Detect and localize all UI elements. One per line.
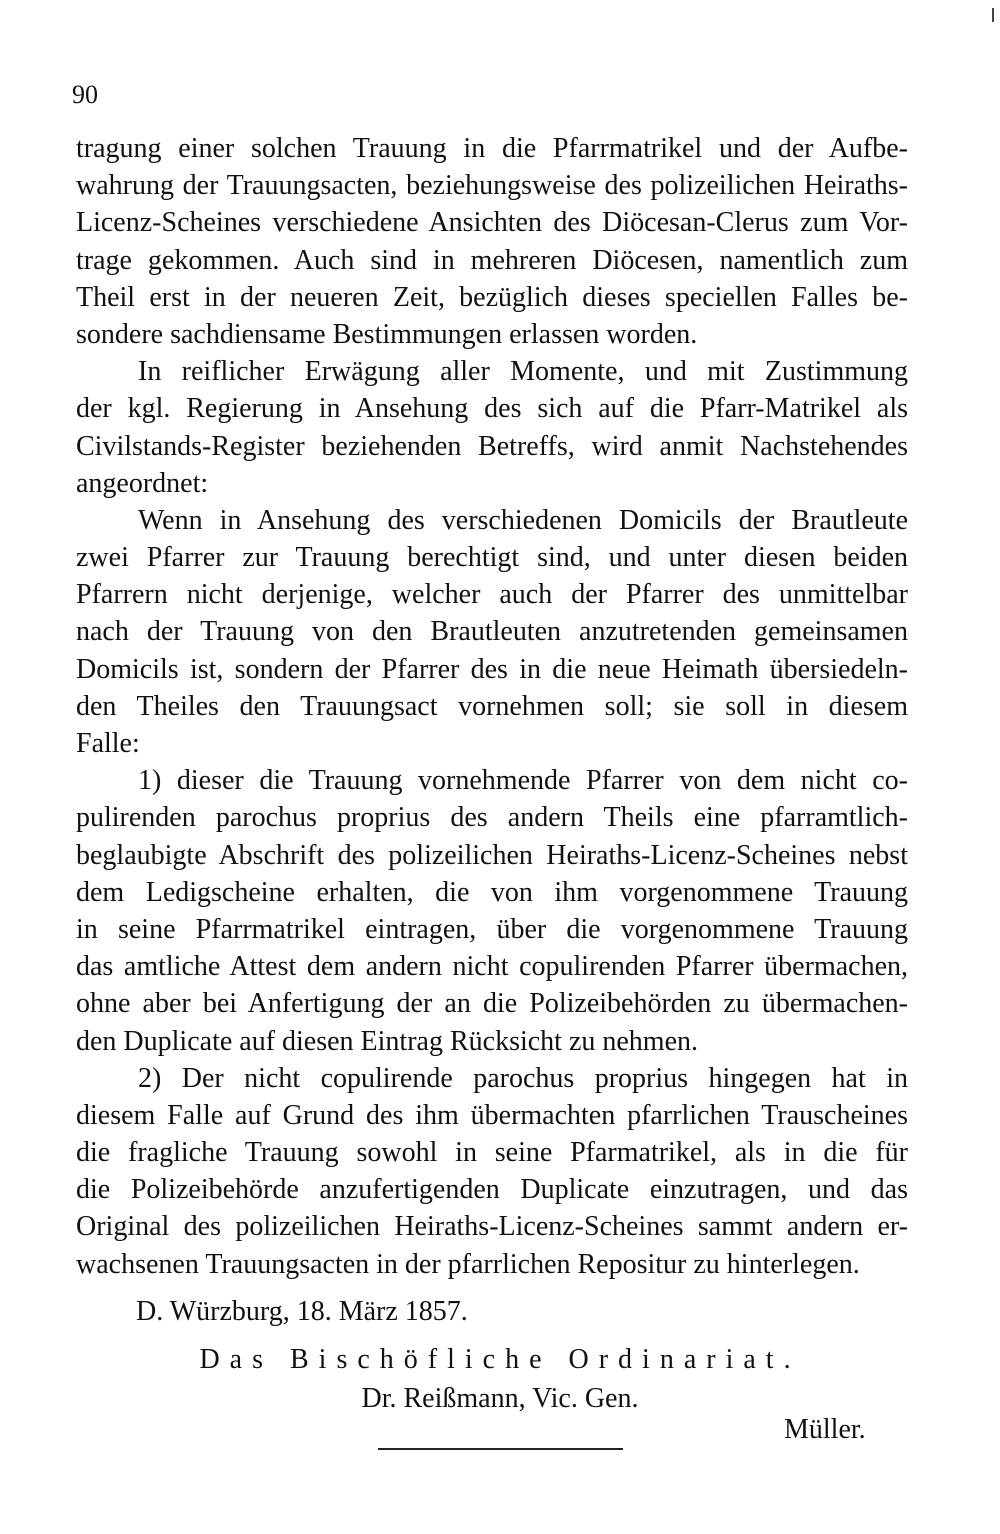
text-line: die fragliche Trauung sowohl in seine Pfarmatrikel, als in die für: [76, 1137, 908, 1169]
signatory-secretary: Müller.: [784, 1414, 866, 1445]
place-date-line: D. Würzburg, 18. März 1857.: [136, 1296, 468, 1327]
text-line: tragung einer solchen Trauung in die Pfarrmatrikel und der Aufbe-: [76, 133, 908, 164]
text-line: wahrung der Trauungsacten, beziehungsweise des polizeilichen Heiraths-: [76, 170, 908, 202]
page-number: 90: [72, 80, 98, 109]
text-line: Original des polizeilichen Heiraths-Licenz-Scheines sammt andern er-: [76, 1211, 908, 1243]
text-line: ohne aber bei Anfertigung der an die Polizeibehörden zu übermachen-: [76, 988, 908, 1020]
text-line: Falle:: [76, 728, 140, 759]
text-line: Domicils ist, sondern der Pfarrer des in die neue Heimath übersiedeln-: [76, 653, 908, 685]
closing-rule-divider: [378, 1448, 623, 1450]
paragraph: [76, 353, 908, 502]
text-line: den Duplicate auf diesen Eintrag Rücksicht zu nehmen.: [76, 1025, 699, 1057]
paragraph: [76, 762, 908, 1060]
text-line: Licenz-Scheines verschiedene Ansichten des Diöcesan-Clerus zum Vor-: [76, 207, 908, 239]
text-line: 1) dieser die Trauung vornehmende Pfarrer von dem nicht co-: [138, 765, 908, 797]
text-line: angeordnet:: [76, 467, 209, 499]
text-line: pulirenden parochus proprius des andern Theils eine pfarramtlich-: [76, 802, 908, 834]
text-line: sondere sachdiensame Bestimmungen erlassen worden.: [76, 318, 698, 350]
text-line: Civilstands-Register beziehenden Betreffs, wird anmit Nachstehendes: [76, 430, 908, 462]
issuing-authority: Das Bischöfliche Ordinariat.: [199, 1344, 801, 1375]
scan-edge-mark: [992, 8, 994, 22]
text-line: nach der Trauung von den Brautleuten anzutretenden gemeinsamen: [76, 616, 908, 648]
body-text: [76, 130, 908, 1283]
text-line: zwei Pfarrer zur Trauung berechtigt sind, und unter diesen beiden: [76, 542, 908, 574]
text-line: trage gekommen. Auch sind in mehreren Diöcesen, namentlich zum: [76, 244, 908, 276]
text-line: die Polizeibehörde anzufertigenden Duplicate einzutragen, und das: [76, 1174, 908, 1206]
text-line: Theil erst in der neueren Zeit, bezüglich dieses speciellen Falles be-: [76, 281, 908, 313]
paragraph: [76, 1060, 908, 1283]
text-line: In reiflicher Erwägung aller Momente, und mit Zustimmung: [138, 356, 908, 388]
text-line: dem Ledigscheine erhalten, die von ihm vorgenommene Trauung: [76, 876, 908, 908]
text-line: 2) Der nicht copulirende parochus proprius hingegen hat in: [138, 1062, 908, 1094]
text-line: das amtliche Attest dem andern nicht copulirenden Pfarrer übermachen,: [76, 951, 908, 983]
text-line: beglaubigte Abschrift des polizeilichen Heiraths-Licenz-Scheines nebst: [76, 839, 908, 871]
paragraph: [76, 130, 908, 353]
text-line: diesem Falle auf Grund des ihm übermachten pfarrlichen Trauscheines: [76, 1099, 908, 1131]
text-line: der kgl. Regierung in Ansehung des sich auf die Pfarr-Matrikel als: [76, 393, 908, 425]
text-line: den Theiles den Trauungsact vornehmen soll; sie soll in diesem: [76, 690, 908, 722]
text-line: Wenn in Ansehung des verschiedenen Domicils der Brautleute: [138, 504, 908, 536]
paragraph: [76, 502, 908, 762]
signatory-vicar-general: Dr. Reißmann, Vic. Gen.: [361, 1383, 639, 1414]
text-line: in seine Pfarrmatrikel eintragen, über die vorgenommene Trauung: [76, 913, 908, 945]
text-line: wachsenen Trauungsacten in der pfarrlichen Repositur zu hinterlegen.: [76, 1248, 860, 1280]
text-line: Pfarrern nicht derjenige, welcher auch der Pfarrer des unmittelbar: [76, 579, 908, 611]
